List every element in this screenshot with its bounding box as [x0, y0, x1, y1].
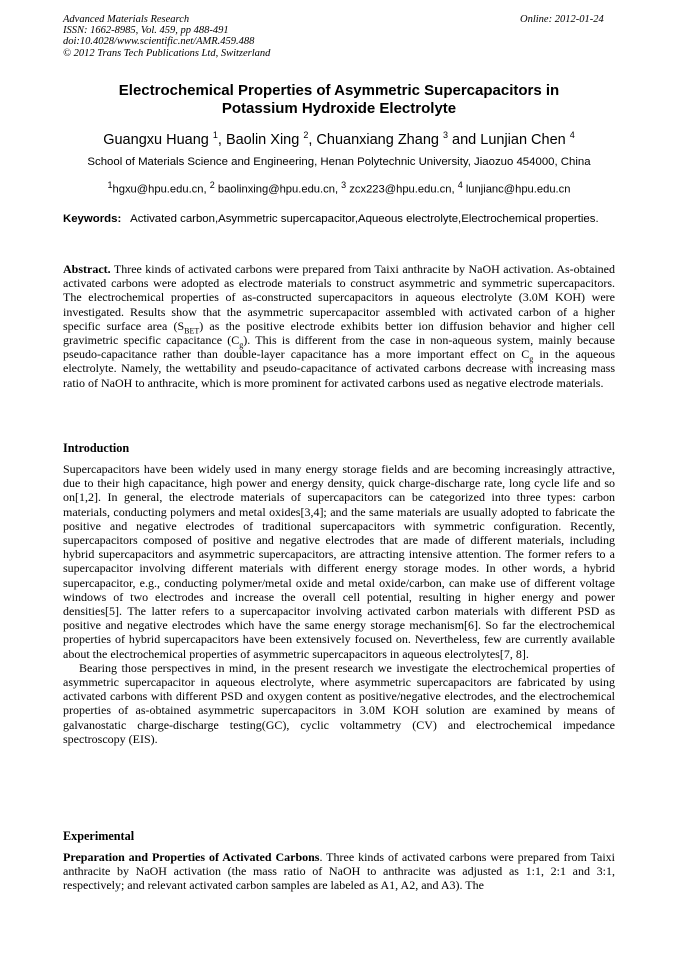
section-heading-introduction: Introduction: [63, 441, 130, 455]
email-address[interactable]: baolinxing@hpu.edu.cn: [217, 183, 335, 196]
experimental-text: . Three kinds of activated carbons were prepared from Taixi anthracite by NaOH activation (the mass ratio of NaOH to anthracite was adjusted as 1:1, 2:1 and 3:1, respectively; and relevant activated carbon samples are labeled as A1, A2, and A3). The: [63, 850, 615, 893]
author-sup: 1: [212, 130, 218, 140]
abstract-text-3: ). This is different from the case in non-aqueous system, mainly because pseudo-capacitance rather than double-layer capacitance has a more important effect on C: [63, 333, 615, 362]
email-address[interactable]: zcx223@hpu.edu.cn: [349, 183, 452, 196]
email-sup: 4: [457, 180, 463, 190]
affiliation: School of Materials Science and Engineering, Henan Polytechnic University, Jiaozuo 454000, China: [87, 156, 591, 168]
author-list: [63, 126, 615, 149]
author-and: and: [448, 131, 481, 148]
author-name: Lunjian Chen: [480, 131, 566, 148]
author-separator: ,: [217, 131, 226, 148]
abstract-text-1: Three kinds of activated carbons were prepared from Taixi anthracite by NaOH activation. As-obtained activated carbons were adopted as electrode materials to construct asymmetric and symmetric supercapacitors. The electrochemical properties of as-constructed supercapacitors in aqueous electrolyte (3.0M KOH) were investigated. Results show that the asymmetric supercapacitor assembled with activated carbon of a higher specific surface area (S: [63, 262, 615, 333]
journal-issn: ISSN: 1662-8985, Vol. 459, pp 488-491: [63, 25, 229, 37]
keywords-label: Keywords:: [63, 213, 122, 225]
author-sup: 3: [442, 130, 448, 140]
title-line-2: Potassium Hydroxide Electrolyte: [221, 100, 457, 117]
abstract-sub-g: g: [239, 340, 244, 350]
introduction-body: [63, 462, 615, 746]
abstract-label: Abstract.: [63, 262, 111, 276]
experimental-subheading: Preparation and Properties of Activated Carbons: [63, 850, 320, 864]
title-line-1: Electrochemical Properties of Asymmetric Supercapacitors in: [118, 82, 560, 99]
abstract-text-2: ) as the positive electrode exhibits better ion diffusion behavior and higher cell gravimetric specific capacitance (C: [63, 318, 615, 348]
abstract-text-4: in the aqueous electrolyte. Namely, the wettability and pseudo-capacitance of activated carbons decrease with increasing mass ratio of NaOH to anthracite, which is more prominent for activated carbons used as negative electrode materials.: [63, 347, 615, 390]
abstract-sub-sbet: BET: [184, 326, 200, 336]
author-sup: 4: [569, 130, 575, 140]
email-sup: 1: [107, 180, 113, 190]
experimental-paragraph-1: [63, 850, 615, 893]
abstract: [63, 262, 615, 390]
author-name: Chuanxiang Zhang: [316, 131, 439, 148]
introduction-paragraph-2: Bearing those perspectives in mind, in the present research we investigate the electrochemical properties of asymmetric supercapacitor in aqueous electrolyte, where asymmetric supercapacitors are fabricated by using activated carbons with different PSD and oxygen content as positive/negative electrodes, and the electrochemical properties of as-obtained asymmetric supercapacitors in 3.0M KOH solution are examined by means of galvanostatic charge-discharge testing(GC), cyclic voltammetry (CV) and electrochemical impedance spectroscopy (EIS).: [63, 660, 615, 746]
keywords-text: Activated carbon,Asymmetric supercapacitor,Aqueous electrolyte,Electrochemical properties.: [130, 213, 599, 225]
author-emails: $^1$hgxu@hpu.edu.cn, $^2$ baolinxing@hpu.edu.cn, $^3$ zcx223@hpu.edu.cn, $^4$ lunjianc@hpu.edu.cn: [107, 180, 571, 196]
journal-doi[interactable]: doi:10.4028/www.scientific.net/AMR.459.488: [63, 36, 255, 48]
journal-header: [63, 14, 270, 59]
keywords: [63, 212, 615, 226]
journal-name: Advanced Materials Research: [63, 14, 190, 25]
paper-title: [63, 82, 615, 118]
abstract-sub-g: g: [529, 354, 534, 364]
email-address[interactable]: lunjianc@hpu.edu.cn: [465, 183, 571, 196]
email-sup: 3: [341, 180, 347, 190]
online-date: Online: 2012-01-24: [520, 14, 604, 25]
author-name: Guangxu Huang: [103, 131, 209, 148]
experimental-body: [63, 850, 615, 893]
author-name: Baolin Xing: [225, 131, 300, 148]
abstract-paragraph: [63, 262, 615, 390]
author-separator: ,: [308, 131, 317, 148]
introduction-paragraph-1: Supercapacitors have been widely used in many energy storage fields and are becoming increasingly attractive, due to their high capacitance, high power and energy density, quick charge-discharge rate, long cycle life and so on[1,2]. In general, the electrode materials of supercapacitors can be categorized into three types: carbon materials, conducting polymers and metal oxides[3,4]; and the same materials are usually adopted to fabricate the positive and negative electrodes of traditional supercapacitors with symmetric configuration. Recently, supercapacitors composed of positive and negative electrodes that are made of different materials, including hybrid supercapacitors and asymmetric supercapacitors, are attracting intensive attention. The former refers to a supercapacitor involving different materials with different energy storage modes. In other words, a hybrid supercapacitor, e.g., conducting polymer/metal oxide and metal oxide/carbon, can make use of different voltage windows of two electrodes and increase the overall cell potential, resulting in higher energy and power densities[5]. The latter refers to a supercapacitor involving activated carbon materials with different PSD as positive and negative electrodes which have the same energy storage mechanism[6]. So far the electrochemical properties of hybrid supercapacitors have been extensively focused on. Nevertheless, few are currently available about the electrochemical properties of asymmetric supercapacitors in aqueous electrolytes[7, 8].: [63, 462, 615, 661]
section-heading-experimental: Experimental: [63, 829, 135, 843]
author-sup: 2: [303, 130, 309, 140]
email-sup: 2: [209, 180, 215, 190]
journal-copyright: © 2012 Trans Tech Publications Ltd, Switzerland: [63, 47, 271, 59]
email-address[interactable]: hgxu@hpu.edu.cn: [112, 183, 204, 196]
